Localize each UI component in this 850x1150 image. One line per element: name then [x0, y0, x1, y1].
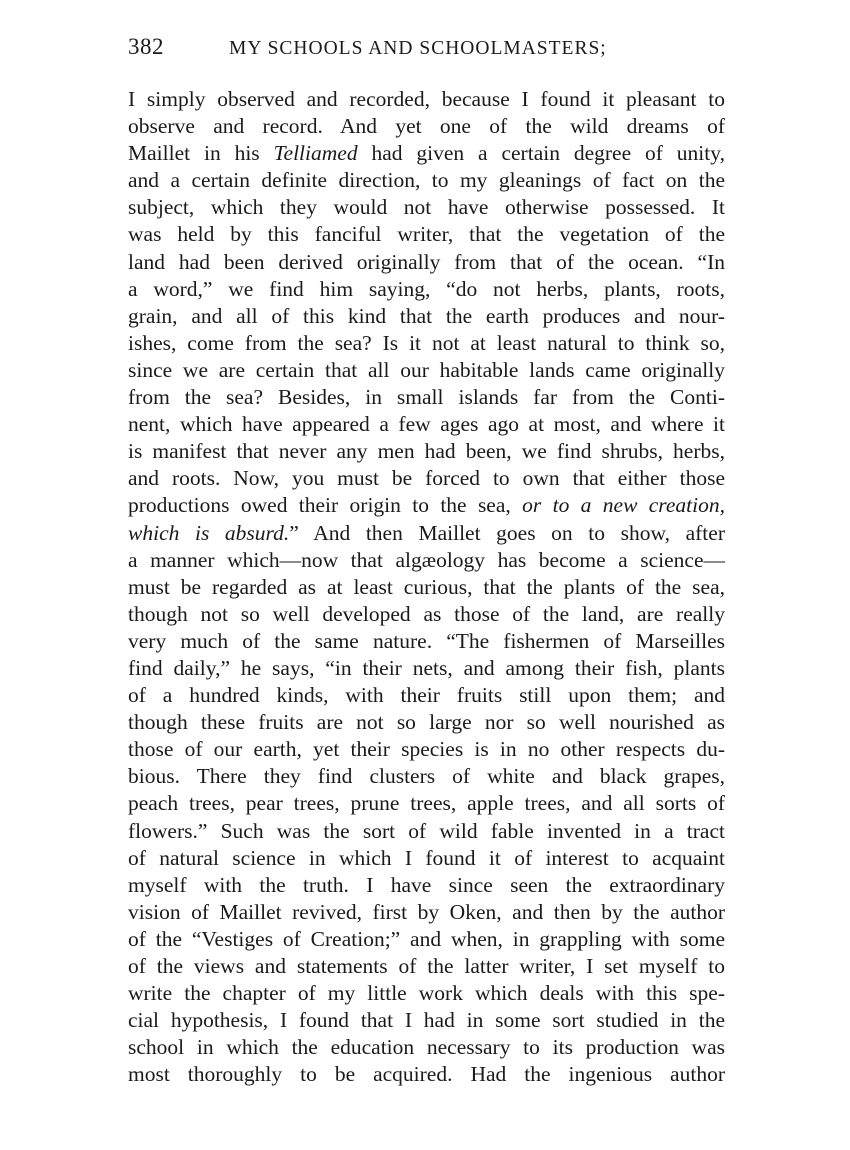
- text-line: vision of Maillet revived, first by Oken, and then by the author: [128, 899, 725, 924]
- text-line: grain, and all of this kind that the earth produces and nour-: [128, 303, 725, 328]
- text-line: flowers.” Such was the sort of wild fable invented in a tract: [128, 818, 725, 843]
- text-line: very much of the same nature. “The fishermen of Marseilles: [128, 628, 725, 653]
- text-line: was held by this fanciful writer, that the vegetation of the: [128, 222, 725, 247]
- running-head: MY SCHOOLS AND SCHOOLMASTERS;: [229, 38, 607, 59]
- text-line: most thoroughly to be acquired. Had the ingenious author: [128, 1062, 725, 1087]
- text-line: which is absurd.” And then Maillet goes on to show, after: [128, 520, 725, 545]
- text-line: must be regarded as at least curious, that the plants of the sea,: [128, 574, 725, 599]
- text-line: peach trees, pear trees, prune trees, apple trees, and all sorts of: [128, 791, 725, 816]
- text-line: subject, which they would not have otherwise possessed. It: [128, 195, 725, 220]
- text-line: school in which the education necessary to its production was: [128, 1035, 725, 1060]
- text-line: bious. There they find clusters of white and black grapes,: [128, 764, 725, 789]
- text-line: of the “Vestiges of Creation;” and when, in grappling with some: [128, 926, 725, 951]
- text-line: cial hypothesis, I found that I had in some sort studied in the: [128, 1008, 725, 1033]
- text-line: and a certain definite direction, to my gleanings of fact on the: [128, 168, 725, 193]
- text-line: productions owed their origin to the sea, or to a new creation,: [128, 493, 725, 518]
- text-line: find daily,” he says, “in their nets, and among their fish, plants: [128, 655, 725, 680]
- text-line: and roots. Now, you must be forced to own that either those: [128, 466, 725, 491]
- text-line: I simply observed and recorded, because I found it pleasant to: [128, 87, 725, 111]
- text-line: a word,” we find him saying, “do not herbs, plants, roots,: [128, 276, 725, 301]
- page-number: 382: [128, 34, 164, 59]
- text-line: a manner which—now that algæology has become a science—: [128, 547, 725, 572]
- text-line: though not so well developed as those of the land, are really: [128, 601, 725, 626]
- text-line: since we are certain that all our habitable lands came originally: [128, 357, 725, 382]
- text-line: of a hundred kinds, with their fruits still upon them; and: [128, 683, 725, 708]
- body-text: [128, 86, 725, 1088]
- text-line: nent, which have appeared a few ages ago at most, and where it: [128, 412, 725, 437]
- book-page: [128, 30, 725, 1088]
- text-line: write the chapter of my little work which deals with this spe-: [128, 981, 725, 1006]
- italic-text: or to a new creation,: [522, 493, 725, 518]
- text-line: Maillet in his Telliamed had given a certain degree of unity,: [128, 141, 725, 166]
- text-line: observe and record. And yet one of the wild dreams of: [128, 114, 725, 139]
- text-line: is manifest that never any men had been, we find shrubs, herbs,: [128, 439, 725, 464]
- text-line: those of our earth, yet their species is in no other respects du-: [128, 737, 725, 762]
- text-line: though these fruits are not so large nor so well nourished as: [128, 710, 725, 735]
- text-line: land had been derived originally from that of the ocean. “In: [128, 249, 725, 274]
- italic-text: which is absurd.: [128, 520, 290, 545]
- text-line: of natural science in which I found it of interest to acquaint: [128, 845, 725, 870]
- page-header: [128, 30, 725, 70]
- text-line: from the sea? Besides, in small islands far from the Conti-: [128, 385, 725, 410]
- italic-text: Telliamed: [273, 141, 358, 166]
- text-line: myself with the truth. I have since seen the extraordinary: [128, 872, 725, 897]
- text-line: ishes, come from the sea? Is it not at least natural to think so,: [128, 330, 725, 355]
- text-line: of the views and statements of the latter writer, I set myself to: [128, 954, 725, 978]
